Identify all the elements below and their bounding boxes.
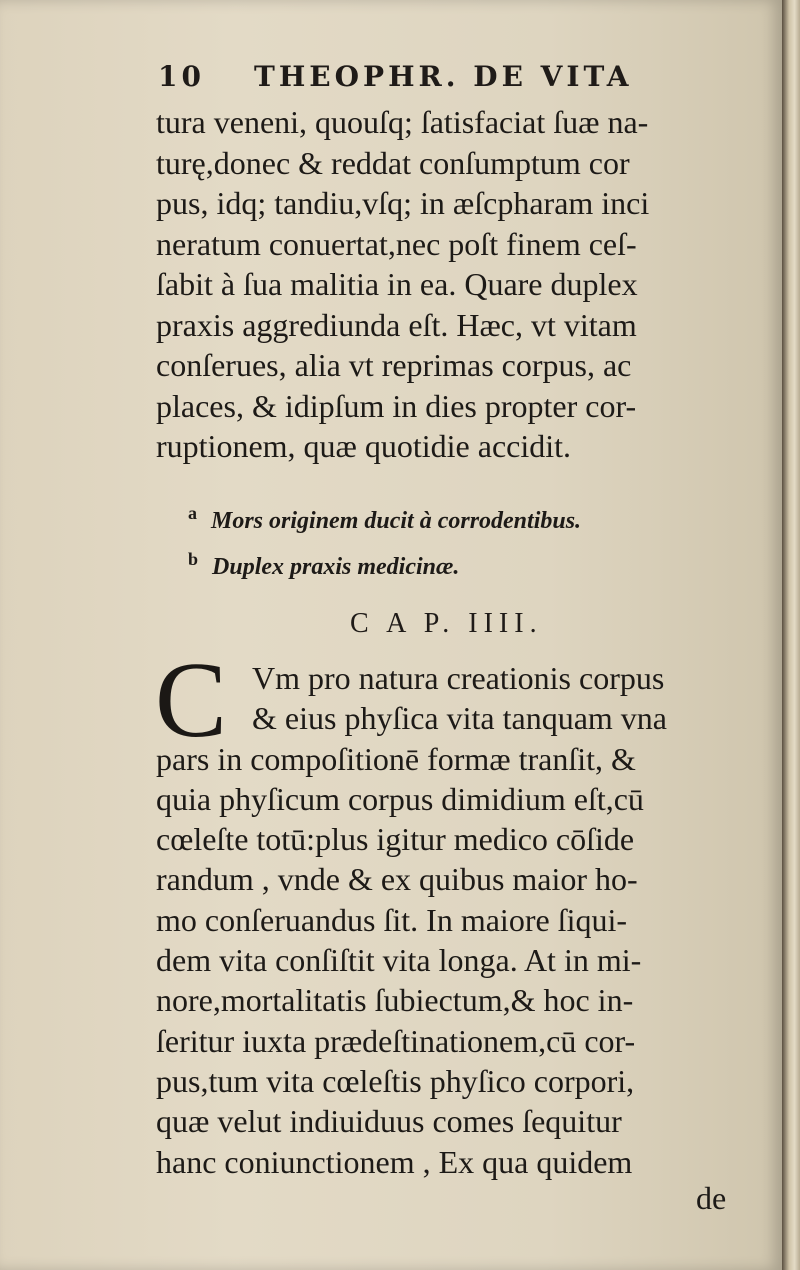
text-line: nore,mortalitatis ſubiectum,& hoc in-	[156, 982, 634, 1019]
text-line: quæ velut indiuiduus comes ſequitur	[156, 1103, 622, 1140]
text-line: cœleſte totū:plus igitur medico cōſide	[156, 821, 635, 858]
text-line: conſerues, alia vt reprimas corpus, ac	[156, 347, 632, 383]
text-line: ruptionem, quæ quotidie accidit.	[156, 428, 572, 464]
text-line: pus, idq; tandiu,vſq; in æſcpharam inci	[156, 185, 650, 221]
chapter-text-block	[156, 658, 746, 1182]
text-line: Vm pro natura creationis corpus	[252, 660, 665, 696]
note-a	[188, 494, 688, 540]
catchword: de	[696, 1180, 727, 1216]
running-header	[158, 60, 718, 93]
note-b	[188, 540, 688, 586]
running-title: THEOPHR. DE VITA	[254, 60, 633, 93]
text-line: ſeritur iuxta prædeſtinationem,cū cor-	[156, 1022, 636, 1059]
book-edge	[782, 0, 800, 1270]
page-number: 10	[158, 60, 205, 93]
text-line: neratum conuertat,nec poſt finem ceſ-	[156, 225, 637, 262]
text-line: turę,donec & reddat conſumptum cor	[156, 144, 630, 181]
text-line: quia phyſicum corpus dimidium eſt,cū	[156, 780, 644, 817]
note-text: Duplex praxis medicinæ.	[212, 554, 460, 580]
text-line: ſabit à ſua malitia in ea. Quare duplex	[156, 266, 638, 302]
text-line: pus,tum vita cœleſtis phyſico corpori,	[156, 1062, 635, 1099]
drop-initial: C	[154, 641, 228, 760]
text-line: mo conſeruandus ſit. In maiore ſiqui-	[156, 901, 627, 938]
chapter-heading: C A P. IIII.	[350, 608, 543, 639]
main-text-block	[156, 102, 746, 467]
text-line: praxis aggrediunda eſt. Hæc, vt vitam	[156, 306, 637, 343]
text-line: randum , vnde & ex quibus maior ho-	[156, 861, 638, 898]
text-line: places, & idipſum in dies propter cor-	[156, 387, 637, 424]
text-line: dem vita conſiſtit vita longa. At in mi-	[156, 942, 642, 979]
note-text: Mors originem ducit à corrodentibus.	[211, 508, 582, 534]
text-line: & eius phyſica vita tanquam vna	[252, 700, 667, 737]
marginal-notes	[188, 494, 688, 586]
text-line: tura veneni, quouſq; ſatisfaciat ſuæ na-	[156, 104, 649, 140]
note-marker: a	[188, 503, 197, 523]
text-line: pars in compoſitionē formæ tranſit, &	[156, 740, 636, 777]
text-line: hanc coniunctionem , Ex qua quidem	[156, 1143, 633, 1180]
note-marker: b	[188, 549, 199, 569]
